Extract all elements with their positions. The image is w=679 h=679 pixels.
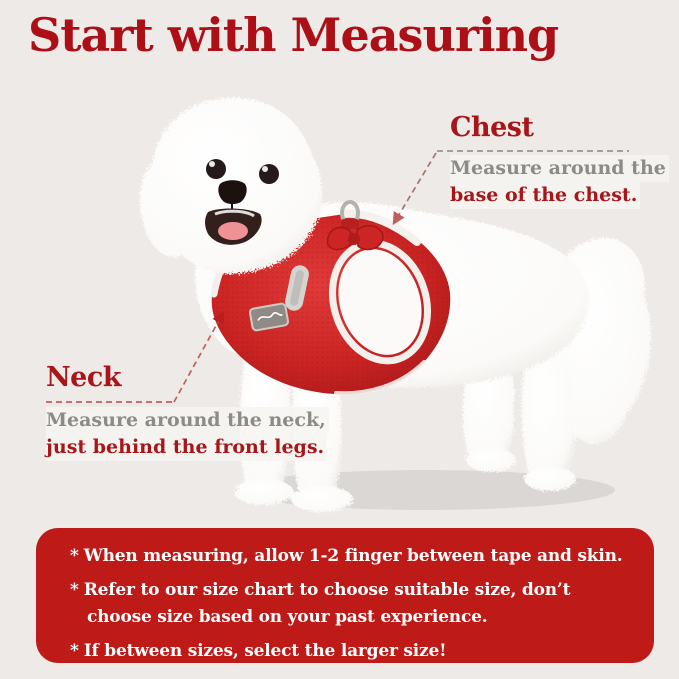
chest-callout-line1: Measure around the — [450, 155, 669, 182]
note-item — [70, 577, 638, 631]
chest-callout-line2: base of the chest. — [450, 182, 640, 209]
note-bullet: * — [70, 546, 79, 566]
note-text: Refer to our size chart to choose suitable size, don’t choose size based on your past experience. — [83, 579, 571, 627]
note-text: If between sizes, select the larger size! — [83, 640, 447, 661]
dog-nose — [218, 180, 246, 204]
dog-eye-left — [206, 159, 226, 179]
sizing-notes-box — [36, 528, 654, 663]
note-item — [70, 543, 638, 570]
neck-callout-line2: just behind the front legs. — [46, 434, 327, 461]
dog-front-paw-left — [234, 479, 294, 505]
chest-callout-title: Chest — [450, 112, 534, 143]
dog-hind-paw-far — [524, 467, 576, 491]
neck-callout-description — [46, 407, 329, 461]
chest-callout-description — [450, 155, 669, 209]
page-title: Start with Measuring — [28, 8, 559, 62]
neck-callout-line1: Measure around the neck, — [46, 407, 329, 434]
dog-front-paw-right — [291, 486, 353, 512]
neck-callout-title: Neck — [46, 362, 122, 393]
dog-eye-right — [259, 164, 279, 184]
note-bullet: * — [70, 579, 79, 600]
note-item — [70, 638, 638, 665]
note-text: When measuring, allow 1-2 finger between tape and skin. — [83, 546, 623, 566]
dog-hind-paw-near — [466, 448, 516, 472]
note-bullet: * — [70, 640, 79, 661]
dog-tongue — [218, 222, 248, 240]
